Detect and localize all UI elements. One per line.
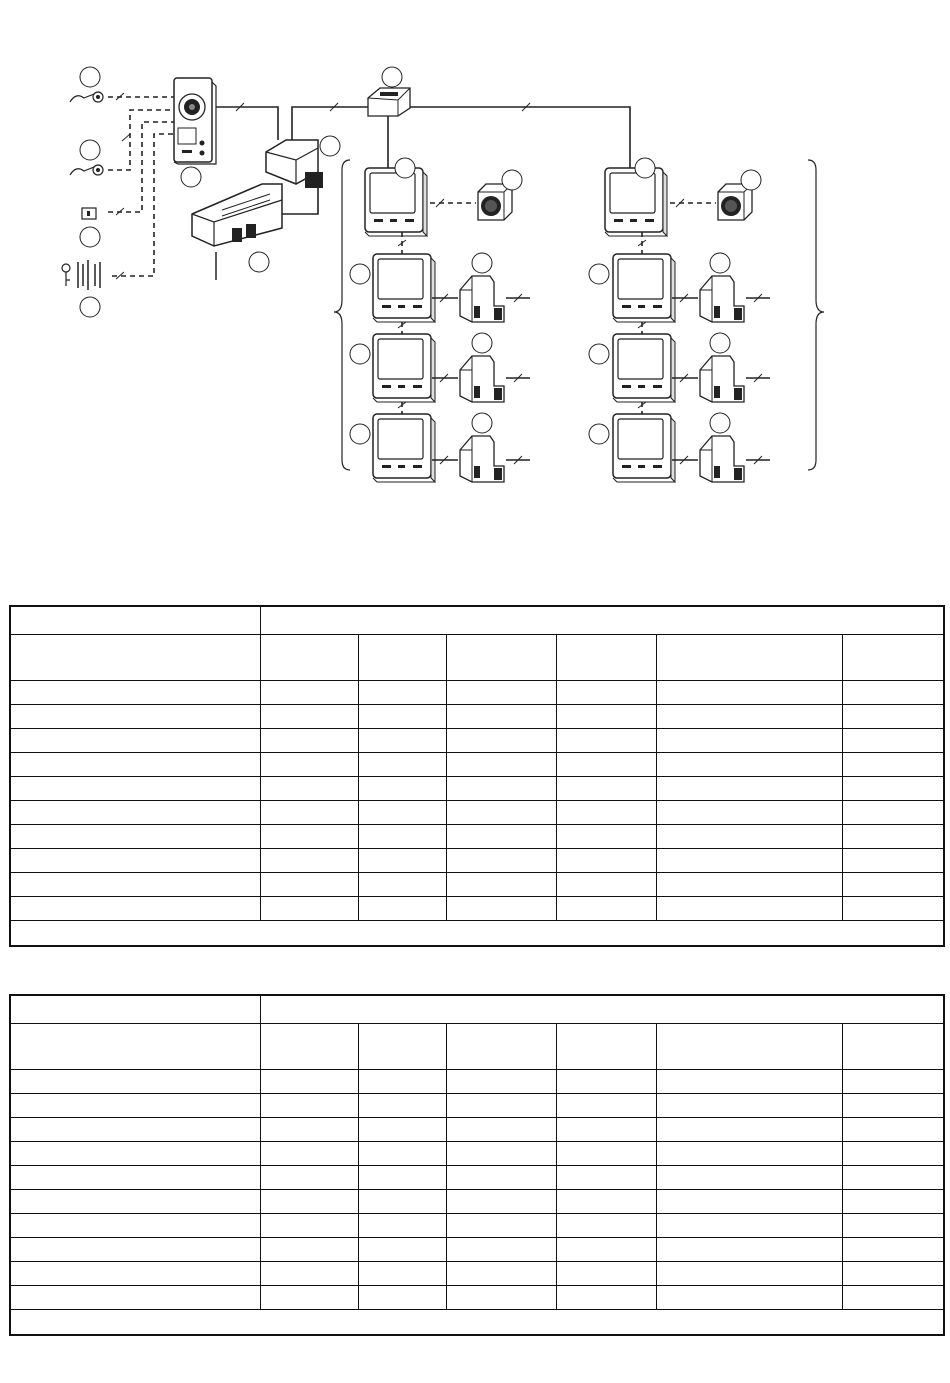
column-header xyxy=(446,1024,556,1070)
table-row xyxy=(10,1214,944,1238)
column-header xyxy=(260,1024,358,1070)
table-footnote xyxy=(10,921,944,947)
table-row xyxy=(10,897,944,921)
table-row xyxy=(10,849,944,873)
table-header-cell xyxy=(10,606,260,635)
table-header-cell xyxy=(260,995,944,1024)
table-row xyxy=(10,825,944,849)
table-row xyxy=(10,729,944,753)
table-row xyxy=(10,1070,944,1094)
column-header xyxy=(260,635,358,681)
column-header xyxy=(446,635,556,681)
cable-spec-table-1 xyxy=(9,605,945,947)
column-header xyxy=(656,635,842,681)
table-row xyxy=(10,1238,944,1262)
cable-spec-table-2 xyxy=(9,994,945,1336)
table-row xyxy=(10,1142,944,1166)
column-header xyxy=(842,1024,944,1070)
table-row xyxy=(10,1118,944,1142)
table-row xyxy=(10,777,944,801)
table-row xyxy=(10,705,944,729)
table-row xyxy=(10,873,944,897)
column-header xyxy=(556,635,656,681)
column-header xyxy=(556,1024,656,1070)
column-header xyxy=(842,635,944,681)
table-header-cell xyxy=(260,606,944,635)
table-row xyxy=(10,753,944,777)
table-row xyxy=(10,1286,944,1310)
table-row xyxy=(10,1166,944,1190)
wiring-diagram xyxy=(0,0,950,540)
column-header xyxy=(358,635,446,681)
table-row xyxy=(10,681,944,705)
table-header-cell xyxy=(10,995,260,1024)
table-row xyxy=(10,1262,944,1286)
column-header xyxy=(656,1024,842,1070)
table-row xyxy=(10,1190,944,1214)
column-header xyxy=(358,1024,446,1070)
table-row xyxy=(10,1094,944,1118)
table-footnote xyxy=(10,1310,944,1336)
table-row xyxy=(10,801,944,825)
